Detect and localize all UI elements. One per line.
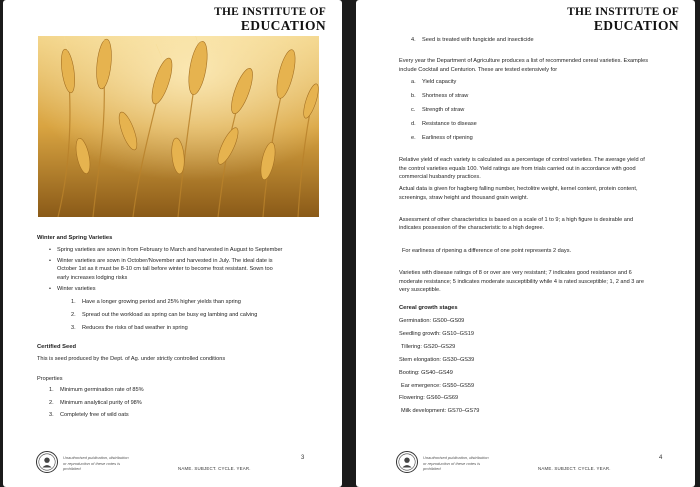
footer-disclaimer-right-line2: or reproduction of these notes is prohibited xyxy=(423,460,481,471)
sub-item-1: 1. Have a longer growing period and 25% higher yields than spring xyxy=(71,298,241,305)
institute-logo xyxy=(214,7,326,32)
para-assessment-line2: indicates possession of the characteristic to a high degree. xyxy=(399,225,545,232)
growth-stages-list xyxy=(399,317,679,416)
bullet-winter-line2: October 1st as it must be 8-10 cm tall before winter to become frost resistant. Sown too xyxy=(57,266,273,273)
para-actual-data-line1: Actual data is given for hagberg falling number, hectolitre weight, kernel content, protein content, xyxy=(399,186,638,193)
para-disease-line3: very susceptible. xyxy=(399,287,441,294)
institute-logo-right xyxy=(567,7,679,32)
growth-stage: Germination: GS00–GS09 xyxy=(399,318,465,325)
bullet-winter-varieties: • Winter varieties xyxy=(49,285,327,293)
bullet-spring: • Spring varieties are sown in from February to March and harvested in August to September xyxy=(49,246,327,254)
para-earliness: For earliness of ripening a difference of one point represents 2 days. xyxy=(402,247,572,254)
property-1: 1. Minimum germination rate of 85% xyxy=(49,387,144,394)
criteria-d-text: Resistance to disease xyxy=(422,120,477,127)
logo-line2: EDUCATION xyxy=(240,17,326,33)
para-disease xyxy=(399,269,679,294)
footer-disclaimer-right xyxy=(423,455,493,471)
page-number: 3 xyxy=(301,455,305,461)
footer-disclaimer-line1: Unauthorised publication, distribution xyxy=(63,455,129,461)
section-title: Winter and Spring Varieties xyxy=(37,235,113,241)
sub-item-3-text: Reduces the risks of bad weather in spring xyxy=(82,325,188,332)
para-relative-yield xyxy=(399,156,679,181)
certified-text: This is seed produced by the Dept. of Ag. under strictly controlled conditions xyxy=(37,355,226,362)
footer-name-line-right: NAME. SUBJECT. CYCLE. YEAR. xyxy=(538,466,611,471)
property-3: 3. Completely free of wild oats xyxy=(49,412,129,419)
footer-disclaimer xyxy=(63,455,133,471)
bullet-winter-line1: • Winter varieties are sown in October/November and harvested in July. The ideal date is xyxy=(57,258,273,265)
institute-seal-icon xyxy=(36,451,58,473)
criteria-d: d. Resistance to disease xyxy=(411,120,477,127)
right-body xyxy=(399,36,679,416)
property-1-text: Minimum germination rate of 85% xyxy=(60,387,144,394)
sub-item-2-text: Spread out the workload as spring can be busy eg lambing and calving xyxy=(82,312,258,319)
logo-line2-right: EDUCATION xyxy=(593,17,679,33)
growth-stage: Stem elongation: GS30–GS39 xyxy=(399,356,475,363)
seed-item-4: 4. Seed is treated with fungicide and insecticide xyxy=(411,37,534,43)
footer-disclaimer-line2: or reproduction of these notes is prohibited xyxy=(63,460,121,471)
para-assessment xyxy=(399,216,679,233)
growth-stage: Seedling growth: GS10–GS19 xyxy=(399,331,474,337)
sub-item-2: 2. Spread out the workload as spring can be busy eg lambing and calving xyxy=(71,312,258,319)
seed-item-4-text: Seed is treated with fungicide and insecticide xyxy=(422,37,534,43)
criteria-e-text: Earliness of ripening xyxy=(422,134,473,141)
bullet-winter xyxy=(49,257,327,282)
left-page xyxy=(3,0,342,487)
para-relative-yield-line2: the control varieties equals 100. Yield ratings are from trials carried out in accordance with good xyxy=(399,165,636,172)
properties-title: Properties xyxy=(37,375,63,382)
criteria-e: e. Earliness of ripening xyxy=(411,134,473,141)
para-assessment-line1: Assessment of other characteristics is based on a scale of 1 to 9; a high figure is desirable and xyxy=(399,217,634,224)
left-body xyxy=(37,234,327,419)
criteria-a-text: Yield capacity xyxy=(422,79,457,86)
footer-name-line: NAME. SUBJECT. CYCLE. YEAR. xyxy=(178,466,251,471)
criteria-a: a. Yield capacity xyxy=(411,79,457,86)
criteria-c-text: Strength of straw xyxy=(422,106,465,113)
para-actual-data-line2: screenings, straw height and thousand grain weight. xyxy=(399,194,529,201)
para-actual-data xyxy=(399,185,679,202)
wheat-field-photo xyxy=(38,36,319,217)
criteria-c: c. Strength of straw xyxy=(411,106,465,113)
growth-stage: Flowering: GS60–GS69 xyxy=(399,395,459,402)
page-number-right: 4 xyxy=(659,455,663,461)
para-recommended-line1: Every year the Department of Agriculture produces a list of recommended cereal varieties. Examples xyxy=(399,58,649,65)
institute-seal-icon-right xyxy=(396,451,418,473)
para-recommended-line2: include Cocktail and Centurion. These are tested extensively for xyxy=(399,66,558,73)
para-disease-line2: moderate resistance; 5 indicates moderate susceptibility while 4 is rated susceptible; 1, 2 and 3 are xyxy=(399,278,645,285)
property-2: 2. Minimum analytical purity of 98% xyxy=(49,399,142,406)
certified-title: Certified Seed xyxy=(37,343,76,350)
sub-item-3: 3. Reduces the risks of bad weather in spring xyxy=(71,325,188,332)
winter-sublist xyxy=(71,298,327,333)
property-3-text: Completely free of wild oats xyxy=(60,412,129,419)
para-relative-yield-line1: Relative yield of each variety is calculated as a percentage of control varieties. The average yield of xyxy=(399,157,645,164)
criteria-b: b. Shortness of straw xyxy=(411,93,469,100)
growth-stage: Booting: GS40–GS49 xyxy=(399,369,453,376)
criteria-b-text: Shortness of straw xyxy=(422,93,469,100)
para-disease-line1: Varieties with disease ratings of 8 or over are very resistant; 7 indicates good resistance and 6 xyxy=(399,270,632,277)
criteria-list xyxy=(411,78,679,142)
growth-stage: Tillering: GS20–GS29 xyxy=(401,343,456,350)
sub-item-1-text: Have a longer growing period and 25% higher yields than spring xyxy=(82,298,241,305)
property-2-text: Minimum analytical purity of 98% xyxy=(60,399,142,406)
growth-stage: Ear emergence: GS50–GS59 xyxy=(401,382,475,389)
logo-line1: THE INSTITUTE OF xyxy=(214,6,326,18)
bullet-winter-line3: early increases lodging risks xyxy=(57,274,128,281)
para-relative-yield-line3: commercial husbandry practices. xyxy=(399,173,481,180)
logo-line1-right: THE INSTITUTE OF xyxy=(567,6,679,18)
properties-list xyxy=(49,386,327,419)
right-page xyxy=(356,0,695,487)
footer-disclaimer-right-line1: Unauthorised publication, distribution xyxy=(423,455,489,461)
growth-stage: Milk development: GS70–GS79 xyxy=(401,408,480,415)
growth-stages-title: Cereal growth stages xyxy=(399,305,458,312)
